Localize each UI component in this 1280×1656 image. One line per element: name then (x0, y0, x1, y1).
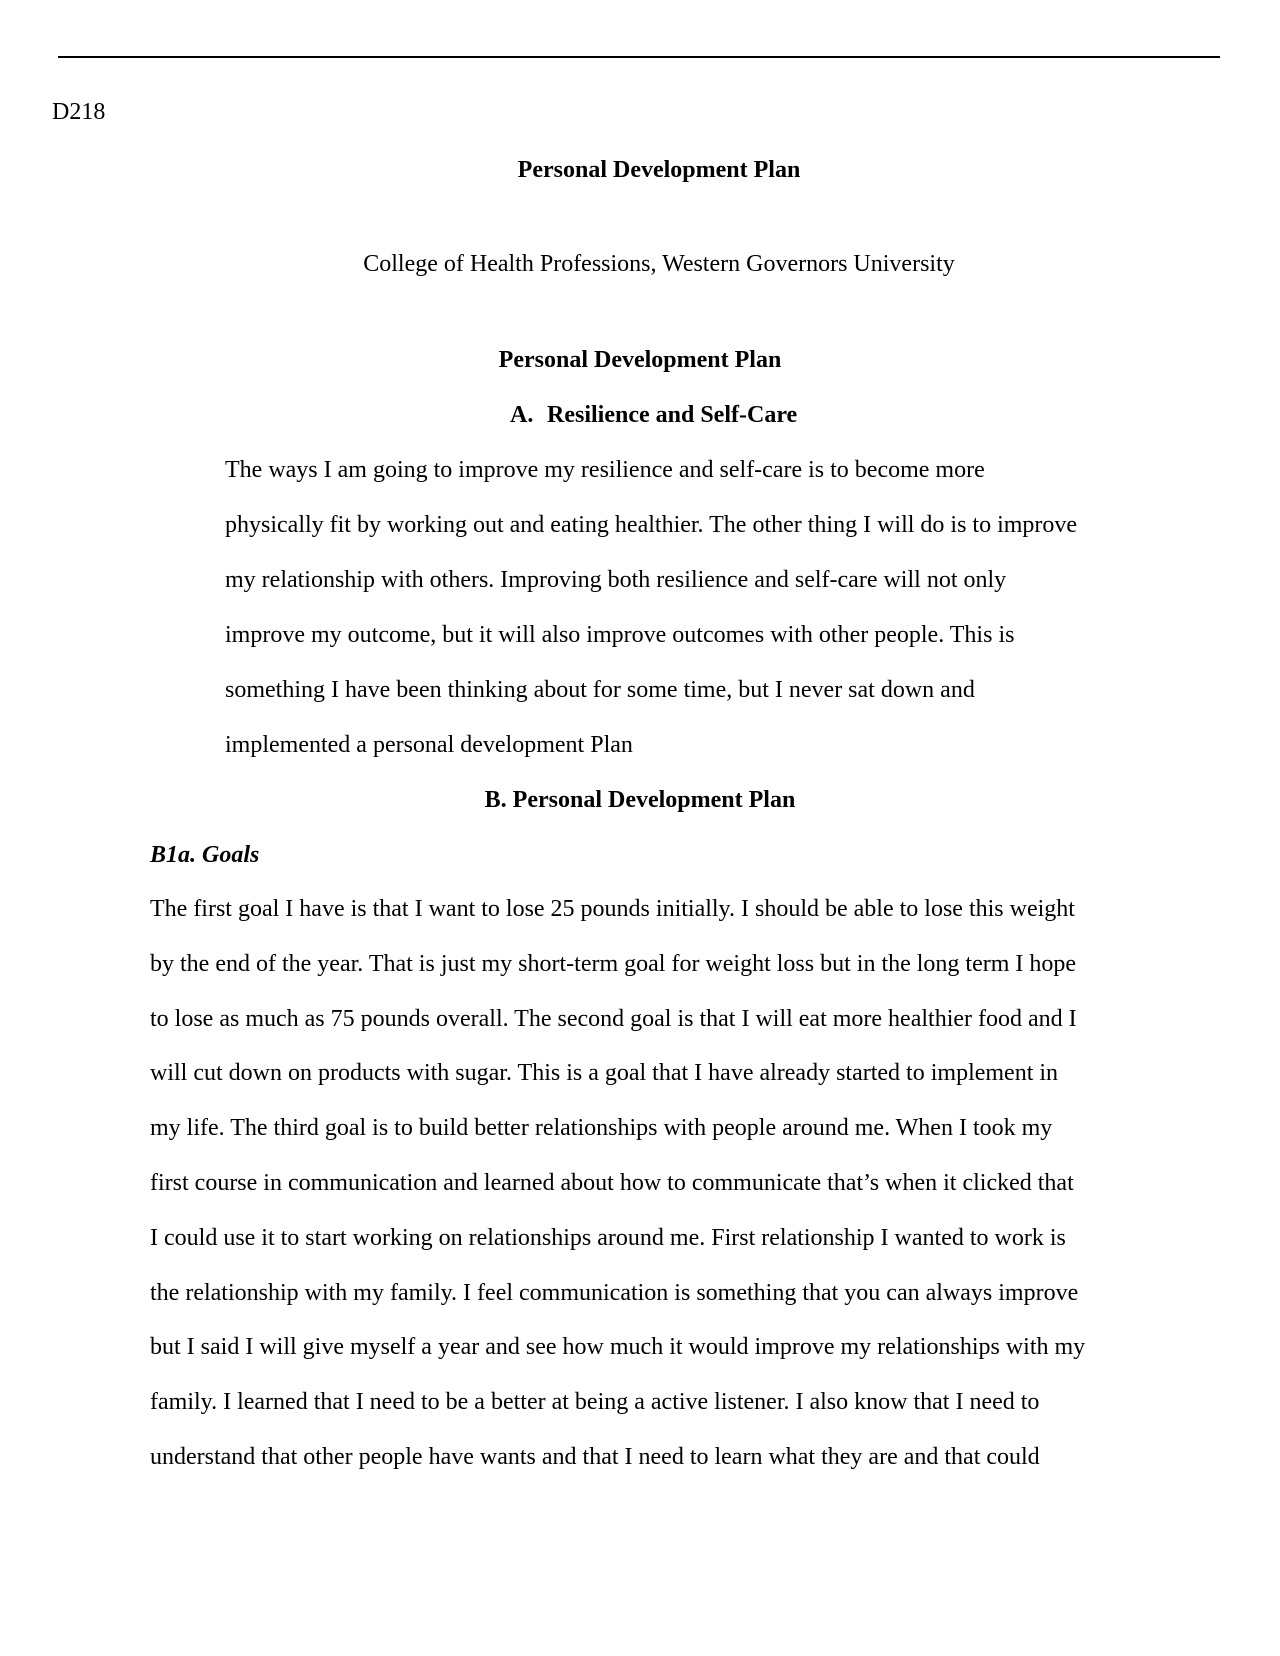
affiliation: College of Health Professions, Western Governors University (363, 251, 955, 277)
title-page-title: Personal Development Plan (517, 157, 801, 183)
paragraph-line: I could use it to start working on relationships around me. First relationship I wanted to work is (150, 1224, 1066, 1251)
paragraph-line: implemented a personal development Plan (225, 732, 633, 758)
paragraph-line: The ways I am going to improve my resilience and self-care is to become more (225, 457, 985, 483)
subsection-b1a-paragraph (150, 895, 1150, 1498)
paragraph-line: the relationship with my family. I feel communication is something that you can always improve (150, 1279, 1079, 1306)
subsection-b1a-heading: B1a. Goals (150, 842, 260, 868)
paragraph-line: my life. The third goal is to build better relationships with people around me. When I took my (150, 1115, 1053, 1142)
paragraph-line: improve my outcome, but it will also improve outcomes with other people. This is (225, 622, 1015, 648)
paragraph-line: family. I learned that I need to be a better at being a active listener. I also know that I need to (150, 1389, 1040, 1416)
paragraph-line: will cut down on products with sugar. This is a goal that I have already started to implement in (150, 1060, 1059, 1087)
header-rule (58, 56, 1220, 58)
paragraph-line: first course in communication and learned about how to communicate that’s when it clicked that (150, 1169, 1074, 1196)
paragraph-line: but I said I will give myself a year and see how much it would improve my relationships with my (150, 1334, 1086, 1361)
paragraph-line: understand that other people have wants and that I need to learn what they are and that could (150, 1443, 1040, 1470)
section-a-heading (510, 401, 797, 429)
section-a-title: Resilience and Self-Care (547, 402, 798, 428)
paragraph-line: to lose as much as 75 pounds overall. The second goal is that I will eat more healthier food and I (150, 1005, 1077, 1032)
main-title: Personal Development Plan (498, 347, 782, 373)
section-a-label: A. (510, 402, 534, 428)
paragraph-line: The first goal I have is that I want to lose 25 pounds initially. I should be able to lose this weight (150, 896, 1075, 922)
paragraph-line: something I have been thinking about for some time, but I never sat down and (225, 677, 975, 703)
section-b-heading: B. Personal Development Plan (484, 787, 796, 813)
paragraph-line: by the end of the year. That is just my short-term goal for weight loss but in the long term I hope (150, 950, 1077, 977)
course-code: D218 (52, 99, 106, 125)
section-a-paragraph (225, 456, 1155, 786)
paragraph-line: physically fit by working out and eating healthier. The other thing I will do is to improve (225, 512, 1078, 538)
paragraph-line: my relationship with others. Improving both resilience and self-care will not only (225, 567, 1007, 593)
